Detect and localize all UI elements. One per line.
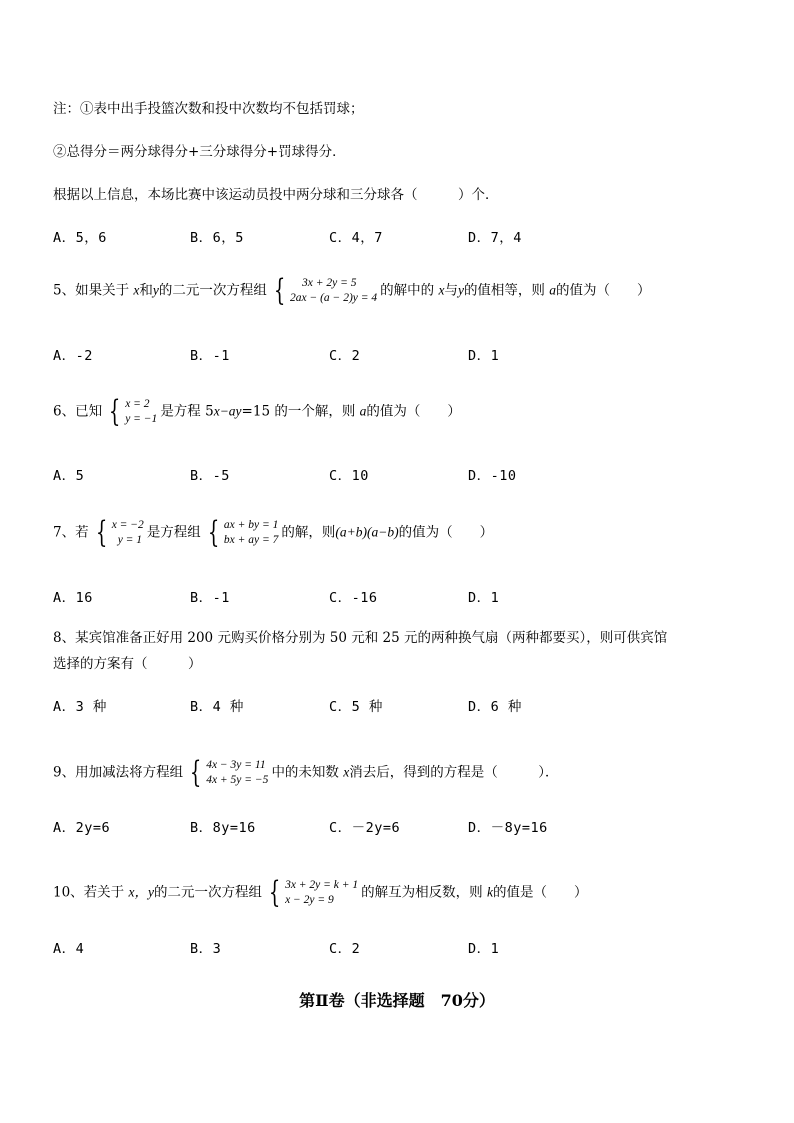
q9-option-d: D．－8y=16 — [468, 820, 548, 836]
brace-icon: { — [207, 515, 220, 550]
q6-option-b: B．-5 — [190, 468, 230, 484]
q5-option-a: A．-2 — [53, 348, 93, 364]
q10-stem: 10、若关于 x，y的二元一次方程组 { 3x + 2y = k + 1 x − 2y = 9 的解互为相反数，则 k的值是（ ） — [53, 875, 588, 910]
q6-option-a: A．5 — [53, 468, 85, 484]
q7-option-b: B．-1 — [190, 590, 230, 606]
q9-option-b: B．8y=16 — [190, 820, 256, 836]
q5-equation-system — [270, 273, 378, 308]
brace-icon: { — [189, 755, 202, 790]
brace-icon: { — [273, 273, 286, 308]
note-1: 注：①表中出手投篮次数和投中次数均不包括罚球； — [53, 101, 364, 117]
q9-stem: 9、用加减法将方程组 { 4x − 3y = 11 4x + 5y = −5 中的未知数 x消去后，得到的方程是（ ）． — [53, 755, 559, 790]
q9-option-a: A．2y=6 — [53, 820, 111, 836]
q8-option-d: D．6 种 — [468, 699, 522, 715]
q4-option-b: B．6，5 — [190, 230, 244, 246]
brace-icon: { — [268, 875, 281, 910]
q4-option-c: C．4，7 — [329, 230, 383, 246]
info-question: 根据以上信息，本场比赛中该运动员投中两分球和三分球各（ ）个． — [53, 187, 499, 203]
q6-solution-system: { x = 2 y = −1 — [108, 394, 158, 429]
q7-equation-system: { ax + by = 1 bx + ay = 7 — [207, 515, 279, 550]
q6-stem: 6、已知 { x = 2 y = −1 是方程 5x−ay=15 的一个解，则 a的值为（ ） — [53, 394, 461, 429]
q9-equation-system: { 4x − 3y = 11 4x + 5y = −5 — [189, 755, 269, 790]
q5-eq2: 2ax − (a − 2)y = 4 — [289, 292, 378, 304]
note-2: ②总得分＝两分球得分+三分球得分+罚球得分． — [53, 144, 346, 160]
q10-option-a: A．4 — [53, 941, 85, 957]
q7-option-c: C．-16 — [329, 590, 378, 606]
q6-option-c: C．10 — [329, 468, 369, 484]
q10-option-c: C．2 — [329, 941, 361, 957]
q4-option-d: D．7，4 — [468, 230, 522, 246]
q8-option-a: A．3 种 — [53, 699, 107, 715]
q5-stem: 5、如果关于 x和y的二元一次方程组 { 3x + 2y = 5 2ax − (a − 2)y = 4 的解中的 x与y的值相等，则 a的值为（ ） — [53, 273, 651, 308]
brace-icon: { — [95, 515, 107, 550]
q7-option-d: D．1 — [468, 590, 500, 606]
q10-option-d: D．1 — [468, 941, 500, 957]
q7-option-a: A．16 — [53, 590, 93, 606]
q6-option-d: D．-10 — [468, 468, 517, 484]
q10-equation-system: { 3x + 2y = k + 1 x − 2y = 9 — [268, 875, 359, 910]
q8-stem-line2: 选择的方案有（ ） — [53, 656, 202, 672]
q9-option-c: C．－2y=6 — [329, 820, 401, 836]
q4-option-a: A．5，6 — [53, 230, 107, 246]
q8-option-c: C．5 种 — [329, 699, 383, 715]
q5-option-d: D．1 — [468, 348, 500, 364]
q5-eq1: 3x + 2y = 5 — [301, 277, 357, 289]
q8-stem-line1: 8、某宾馆准备正好用 200 元购买价格分别为 50 元和 25 元的两种换气扇（两种都要买），则可供宾馆 — [53, 630, 668, 646]
brace-icon: { — [108, 394, 121, 429]
q5-option-b: B．-1 — [190, 348, 230, 364]
q7-stem: 7、若 { x = −2 y = 1 是方程组 { ax + by = 1 bx + ay = 7 的解，则(a+b)(a−b)的值为（ ） — [53, 515, 494, 550]
q5-option-c: C．2 — [329, 348, 361, 364]
q10-option-b: B．3 — [190, 941, 222, 957]
q7-solution-system: { x = −2 y = 1 — [95, 515, 144, 550]
q8-option-b: B．4 种 — [190, 699, 244, 715]
section-title: 第Ⅱ卷（非选择题 70分） — [299, 991, 495, 1010]
